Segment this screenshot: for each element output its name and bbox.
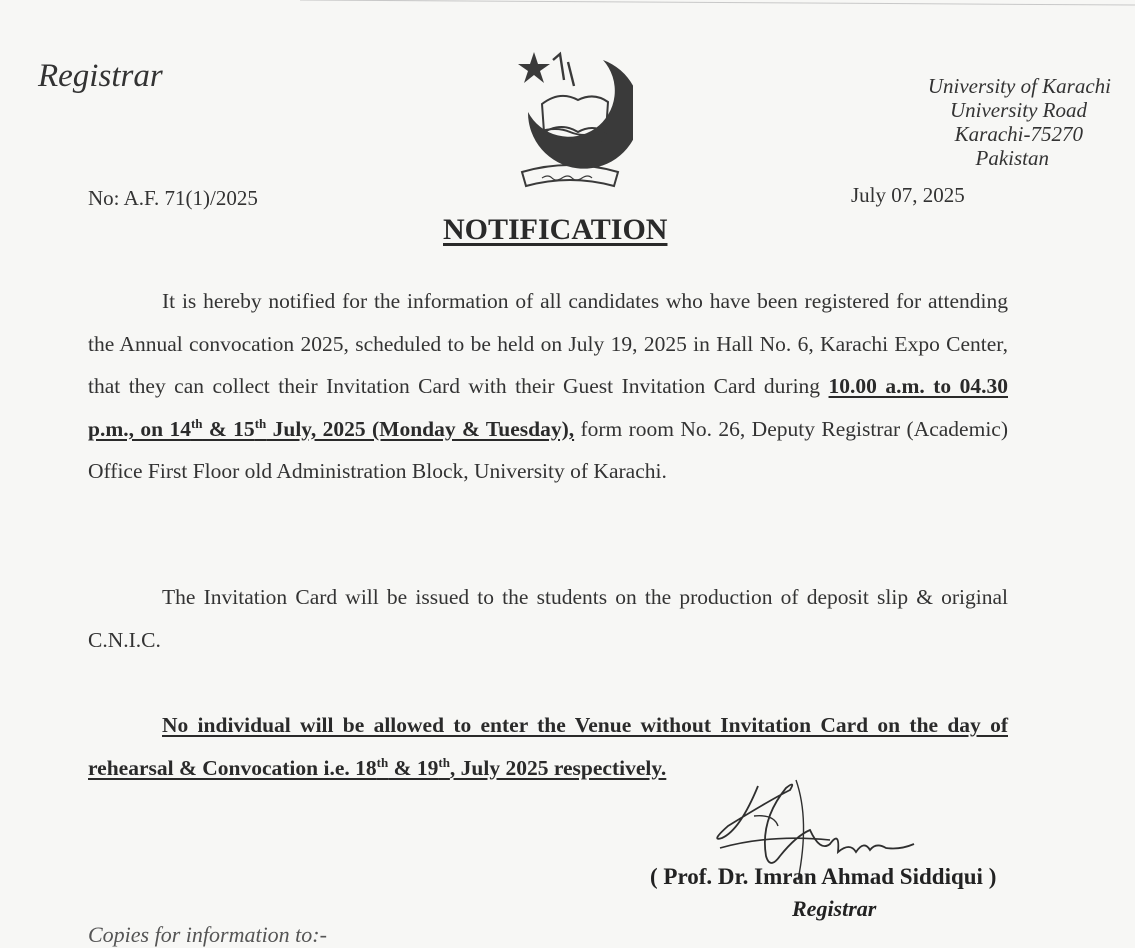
reference-number: No: A.F. 71(1)/2025 [88,186,258,210]
p3-sup1: th [376,754,389,770]
p1-text-a: It is hereby notified for the information of all candidates who have been registered for attending the Annual convocation 2025, scheduled to be held on July 19, 2025 in Hall No. 6, Karachi Expo Center, that they can collect their Invitation Card with their Guest Invitation Card during [88,289,1008,398]
university-address [851,74,1111,170]
address-line-3: Karachi-75270 [954,122,1083,146]
p1-text-b: form room No. 26, Deputy Registrar (Academic) Office First Floor old Administration Block, University of Karachi. [88,416,1008,483]
p1-em-b: & 15 [202,416,255,441]
paragraph-collection-schedule [88,280,1008,493]
address-line-1: University of Karachi [927,74,1111,98]
office-heading: Registrar [38,58,163,94]
p3-text-a: No individual will be allowed to enter the Venue without Invitation Card on the day of rehearsal & Convocation i.e. 18 [88,713,1008,780]
p1-em-a: 10.00 a.m. to 04.30 p.m., on 14 [88,374,1008,441]
p3-text-b: & 19 [388,755,439,780]
notification-date: July 07, 2025 [851,183,965,207]
copies-heading: Copies for information to:- [88,922,327,947]
paragraph-requirements: The Invitation Card will be issued to the students on the production of deposit slip & original C.N.I.C. [88,585,1008,652]
signatory-designation: Registrar [792,896,877,921]
p1-em-sup1: th [190,415,203,431]
p3-text-c: , July 2025 respectively. [449,755,667,780]
address-line-2: University Road [949,98,1087,122]
scan-edge-line [300,0,1135,6]
p3-sup2: th [438,754,450,770]
document-title: NOTIFICATION [443,213,668,246]
university-crest-icon [508,40,633,190]
p1-em-c: July, 2025 (Monday & Tuesday), [266,416,575,441]
address-line-4: Pakistan [975,146,1049,170]
p1-em-sup2: th [254,415,267,431]
signatory-name: ( Prof. Dr. Imran Ahmad Siddiqui ) [650,864,997,889]
